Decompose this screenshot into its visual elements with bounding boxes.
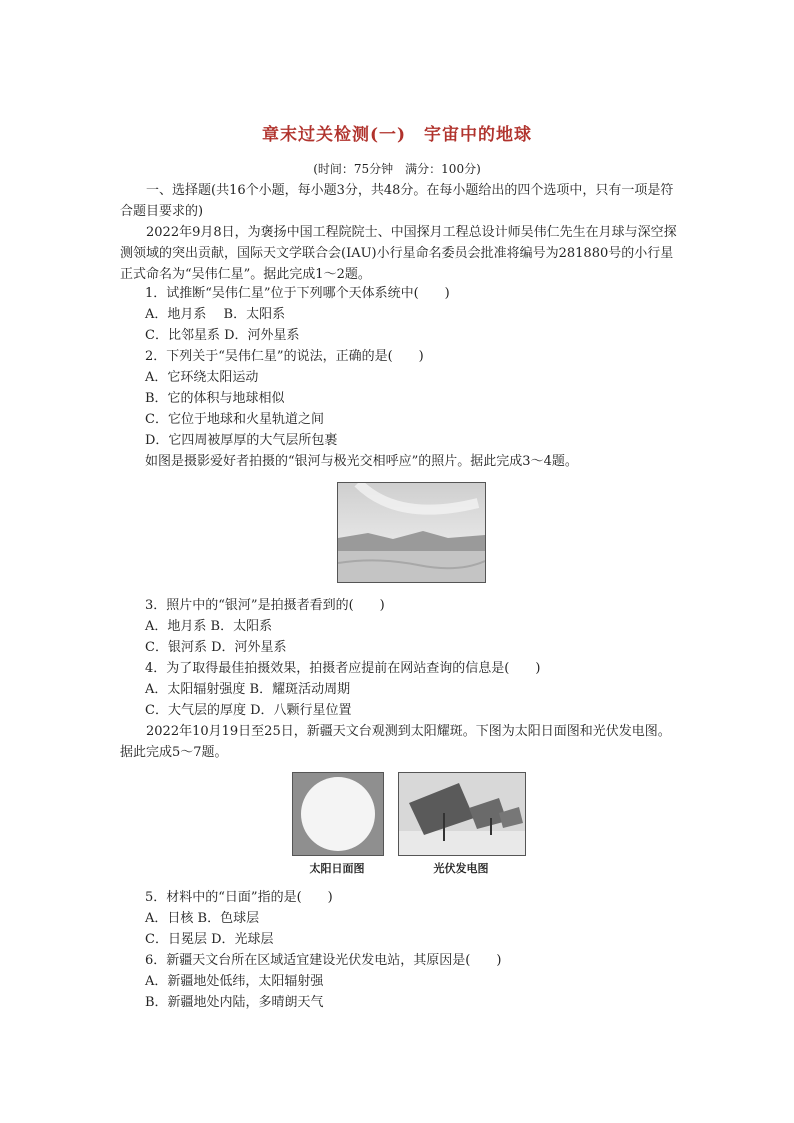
passage-2: 如图是摄影爱好者拍摄的“银河与极光交相呼应”的照片。据此完成3～4题。 [145,454,578,469]
passage-1: 2022年9月8日，为褒扬中国工程院院士、中国探月工程总设计师吴伟仁先生在月球与深空探测领域的突出贡献，国际天文学联合会(IAU)小行星命名委员会批准将编号为281880号的小行星正式命名为“吴伟仁星”。据此完成1～2题。 [120,225,677,282]
question-4: 4．为了取得最佳拍摄效果，拍摄者应提前在网站查询的信息是( ) [145,661,541,676]
milky-way-aurora-image [338,483,485,582]
milky-way-aurora-photo [337,482,486,583]
section-intro [120,180,680,285]
question-1: 1．试推断“吴伟仁星”位于下列哪个天体系统中( ) [145,286,450,301]
q3-options-ab: A．地月系 B．太阳系 [145,619,273,634]
q4-options-ab: A．太阳辐射强度 B．耀斑活动周期 [145,682,351,697]
photovoltaic-image [399,773,525,855]
passage-3-block [120,721,680,763]
q5-options-ab: A．日核 B．色球层 [145,911,260,926]
question-5: 5．材料中的“日面”指的是( ) [145,890,333,905]
exam-meta: (时间：75分钟 满分：100分) [313,162,481,176]
q3-options-cd: C．银河系 D．河外星系 [145,640,287,655]
q1-options-ab: A．地月系 B．太阳系 [145,307,286,322]
solar-disk-photo [292,772,384,856]
q2-option-a: A．它环绕太阳运动 [145,370,259,385]
page-title: 章末过关检测(一) 宇宙中的地球 [261,125,533,145]
solar-disk-image [293,773,383,855]
passage-3: 2022年10月19日至25日，新疆天文台观测到太阳耀斑。下图为太阳日面图和光伏发电图。据此完成5～7题。 [120,724,671,760]
section-instruction: 一、选择题(共16个小题，每小题3分，共48分。在每小题给出的四个选项中，只有一项是符合题目要求的) [120,183,674,219]
q1-options-cd: C．比邻星系 D．河外星系 [145,328,300,343]
q2-option-b: B．它的体积与地球相似 [145,391,285,406]
q5-options-cd: C．日冕层 D．光球层 [145,932,274,947]
caption-solar-disk: 太阳日面图 [309,862,365,875]
question-2: 2．下列关于“吴伟仁星”的说法，正确的是( ) [145,349,424,364]
question-3: 3．照片中的“银河”是拍摄者看到的( ) [145,598,385,613]
q6-option-b: B．新疆地处内陆，多晴朗天气 [145,995,324,1010]
q2-option-c: C．它位于地球和火星轨道之间 [145,412,324,427]
q4-options-cd: C．大气层的厚度 D．八颗行星位置 [145,703,352,718]
photovoltaic-photo [398,772,526,856]
q6-option-a: A．新疆地处低纬，太阳辐射强 [145,974,324,989]
q2-option-d: D．它四周被厚厚的大气层所包裹 [145,433,338,448]
question-6: 6．新疆天文台所在区域适宜建设光伏发电站，其原因是( ) [145,953,502,968]
caption-photovoltaic: 光伏发电图 [433,862,489,875]
